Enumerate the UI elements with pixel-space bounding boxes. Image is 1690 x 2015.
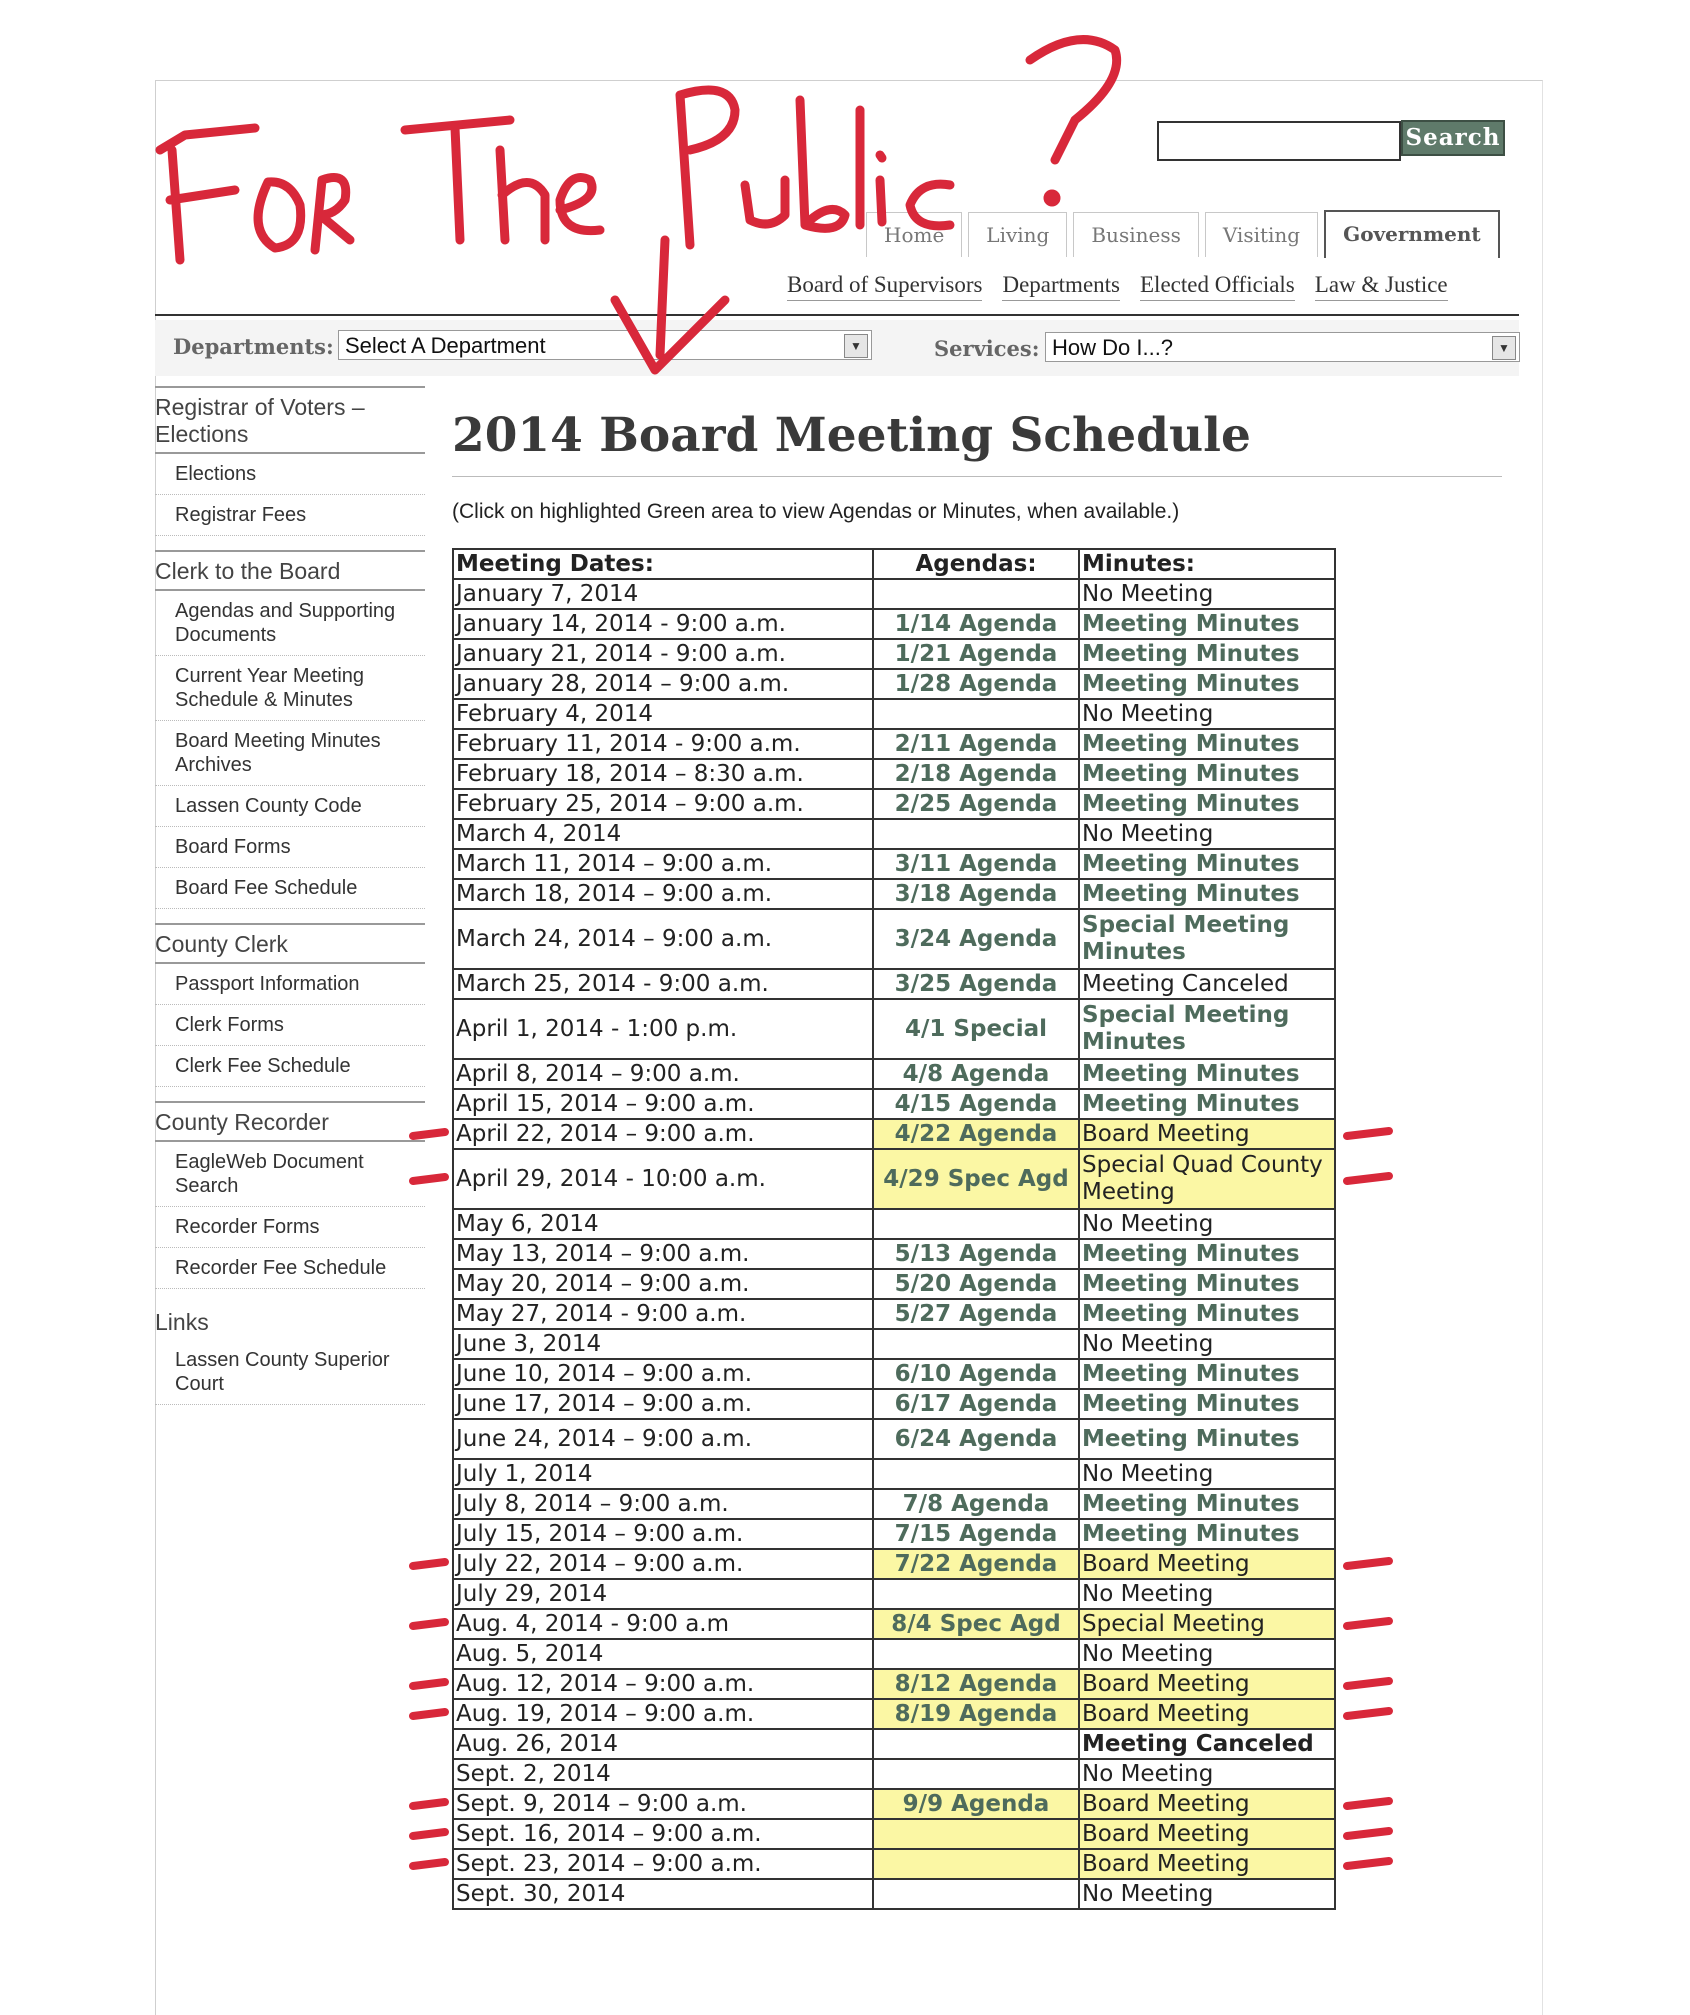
sidebar-item-registrar-fees[interactable]: Registrar Fees [155, 495, 425, 536]
agenda-link-cell[interactable]: 4/29 Spec Agd [873, 1149, 1079, 1209]
agenda-link-cell [873, 819, 1079, 849]
schedule-row [453, 1519, 1335, 1549]
meeting-date-cell: January 28, 2014 – 9:00 a.m. [453, 669, 873, 699]
meeting-date-cell: July 8, 2014 – 9:00 a.m. [453, 1489, 873, 1519]
minutes-link-cell[interactable]: Special Meeting Minutes [1079, 999, 1335, 1059]
departments-select-value: Select A Department [345, 333, 546, 358]
minutes-link-cell[interactable]: Meeting Minutes [1079, 1269, 1335, 1299]
meeting-date-cell: Sept. 2, 2014 [453, 1759, 873, 1789]
minutes-status-cell: Board Meeting [1079, 1549, 1335, 1579]
agenda-link-cell[interactable]: 3/24 Agenda [873, 909, 1079, 969]
meeting-date-cell: May 27, 2014 - 9:00 a.m. [453, 1299, 873, 1329]
agenda-link-cell[interactable]: 8/19 Agenda [873, 1699, 1079, 1729]
sidebar-item-minutes-archives[interactable]: Board Meeting Minutes Archives [155, 721, 425, 786]
agenda-link-cell [873, 699, 1079, 729]
agenda-link-cell[interactable]: 7/15 Agenda [873, 1519, 1079, 1549]
chevron-down-icon[interactable]: ▼ [844, 334, 868, 358]
schedule-row [453, 1609, 1335, 1639]
minutes-status-cell: No Meeting [1079, 1209, 1335, 1239]
agenda-link-cell[interactable]: 1/28 Agenda [873, 669, 1079, 699]
schedule-row [453, 1329, 1335, 1359]
minutes-link-cell[interactable]: Meeting Minutes [1079, 1299, 1335, 1329]
agenda-link-cell [873, 1329, 1079, 1359]
search-input[interactable] [1157, 121, 1401, 161]
tab-living[interactable]: Living [968, 212, 1067, 257]
tab-government[interactable]: Government [1324, 210, 1500, 258]
sidebar-item-current-schedule[interactable]: Current Year Meeting Schedule & Minutes [155, 656, 425, 721]
sidebar-item-passport[interactable]: Passport Information [155, 964, 425, 1005]
sidebar [155, 386, 425, 1405]
schedule-row [453, 789, 1335, 819]
schedule-row [453, 639, 1335, 669]
sidebar-section-county-recorder[interactable]: County Recorder [155, 1101, 425, 1142]
meeting-date-cell: Sept. 30, 2014 [453, 1879, 873, 1909]
meeting-date-cell: Sept. 9, 2014 – 9:00 a.m. [453, 1789, 873, 1819]
departments-label: Departments: [173, 334, 334, 359]
column-header-agendas: Agendas: [873, 549, 1079, 579]
schedule-row [453, 1699, 1335, 1729]
meeting-date-cell: March 18, 2014 – 9:00 a.m. [453, 879, 873, 909]
tab-home[interactable]: Home [866, 212, 962, 257]
meeting-date-cell: July 1, 2014 [453, 1459, 873, 1489]
schedule-row [453, 999, 1335, 1059]
schedule-row [453, 1879, 1335, 1909]
schedule-row [453, 729, 1335, 759]
agenda-link-cell[interactable]: 4/15 Agenda [873, 1089, 1079, 1119]
schedule-row [453, 1729, 1335, 1759]
minutes-status-cell: No Meeting [1079, 1759, 1335, 1789]
schedule-row [453, 1059, 1335, 1089]
schedule-row [453, 1489, 1335, 1519]
sidebar-item-county-code[interactable]: Lassen County Code [155, 786, 425, 827]
title-divider [452, 476, 1502, 477]
minutes-status-cell: Board Meeting [1079, 1789, 1335, 1819]
meeting-date-cell: April 1, 2014 - 1:00 p.m. [453, 999, 873, 1059]
minutes-status-cell: Special Quad County Meeting [1079, 1149, 1335, 1209]
sidebar-item-elections[interactable]: Elections [155, 454, 425, 495]
agenda-link-cell [873, 1209, 1079, 1239]
schedule-row [453, 1119, 1335, 1149]
services-label: Services: [934, 336, 1040, 361]
tab-visiting[interactable]: Visiting [1205, 212, 1318, 257]
minutes-link-cell[interactable]: Meeting Minutes [1079, 1239, 1335, 1269]
sidebar-item-eagleweb[interactable]: EagleWeb Document Search [155, 1142, 425, 1207]
minutes-link-cell[interactable]: Meeting Minutes [1079, 789, 1335, 819]
agenda-link-cell[interactable]: 5/20 Agenda [873, 1269, 1079, 1299]
sidebar-item-board-fee-schedule[interactable]: Board Fee Schedule [155, 868, 425, 909]
sidebar-item-board-forms[interactable]: Board Forms [155, 827, 425, 868]
meeting-date-cell: April 22, 2014 – 9:00 a.m. [453, 1119, 873, 1149]
meeting-date-cell: May 6, 2014 [453, 1209, 873, 1239]
meeting-date-cell: January 14, 2014 - 9:00 a.m. [453, 609, 873, 639]
meeting-date-cell: March 4, 2014 [453, 819, 873, 849]
tab-business[interactable]: Business [1073, 212, 1198, 257]
minutes-status-cell: Board Meeting [1079, 1819, 1335, 1849]
agenda-link-cell [873, 1879, 1079, 1909]
subnav-board-of-supervisors[interactable]: Board of Supervisors [787, 272, 982, 301]
column-header-dates: Meeting Dates: [453, 549, 873, 579]
schedule-row [453, 849, 1335, 879]
meeting-date-cell: February 18, 2014 – 8:30 a.m. [453, 759, 873, 789]
schedule-row [453, 1239, 1335, 1269]
meeting-date-cell: Sept. 16, 2014 – 9:00 a.m. [453, 1819, 873, 1849]
agenda-link-cell[interactable]: 5/13 Agenda [873, 1239, 1079, 1269]
government-subnav [787, 272, 1448, 301]
minutes-link-cell[interactable]: Meeting Minutes [1079, 729, 1335, 759]
meeting-date-cell: May 20, 2014 – 9:00 a.m. [453, 1269, 873, 1299]
agenda-link-cell [873, 1579, 1079, 1609]
schedule-row [453, 1579, 1335, 1609]
meeting-date-cell: June 17, 2014 – 9:00 a.m. [453, 1389, 873, 1419]
sidebar-section-registrar[interactable]: Registrar of Voters – Elections [155, 386, 425, 454]
agenda-link-cell [873, 1729, 1079, 1759]
minutes-link-cell[interactable]: Meeting Minutes [1079, 1089, 1335, 1119]
meeting-date-cell: June 24, 2014 – 9:00 a.m. [453, 1419, 873, 1459]
meeting-date-cell: Aug. 12, 2014 – 9:00 a.m. [453, 1669, 873, 1699]
schedule-row [453, 969, 1335, 999]
meeting-date-cell: July 22, 2014 – 9:00 a.m. [453, 1549, 873, 1579]
minutes-status-cell: Special Meeting [1079, 1609, 1335, 1639]
sidebar-item-clerk-forms[interactable]: Clerk Forms [155, 1005, 425, 1046]
subnav-elected-officials[interactable]: Elected Officials [1140, 272, 1295, 301]
meeting-date-cell: February 4, 2014 [453, 699, 873, 729]
schedule-row [453, 759, 1335, 789]
sidebar-section-links: Links [155, 1309, 209, 1335]
schedule-row [453, 579, 1335, 609]
agenda-link-cell[interactable]: 5/27 Agenda [873, 1299, 1079, 1329]
agenda-link-cell [873, 1759, 1079, 1789]
minutes-link-cell[interactable]: Meeting Minutes [1079, 609, 1335, 639]
meeting-date-cell: March 25, 2014 - 9:00 a.m. [453, 969, 873, 999]
departments-select[interactable] [338, 330, 872, 360]
minutes-link-cell[interactable]: Meeting Minutes [1079, 669, 1335, 699]
meeting-date-cell: February 11, 2014 - 9:00 a.m. [453, 729, 873, 759]
meeting-date-cell: Aug. 5, 2014 [453, 1639, 873, 1669]
agenda-link-cell [873, 1639, 1079, 1669]
column-header-minutes: Minutes: [1079, 549, 1335, 579]
agenda-link-cell [873, 1459, 1079, 1489]
search-button[interactable]: Search [1401, 120, 1505, 156]
minutes-status-cell: Meeting Canceled [1079, 969, 1335, 999]
agenda-link-cell[interactable]: 2/11 Agenda [873, 729, 1079, 759]
agenda-link-cell[interactable]: 4/1 Special [873, 999, 1079, 1059]
agenda-link-cell[interactable]: 3/11 Agenda [873, 849, 1079, 879]
agenda-link-cell[interactable]: 6/17 Agenda [873, 1389, 1079, 1419]
agenda-link-cell[interactable]: 8/12 Agenda [873, 1669, 1079, 1699]
schedule-body [453, 579, 1335, 1909]
chevron-down-icon[interactable]: ▼ [1492, 336, 1516, 360]
minutes-status-cell: Board Meeting [1079, 1119, 1335, 1149]
schedule-row [453, 1089, 1335, 1119]
minutes-link-cell[interactable]: Meeting Minutes [1079, 1519, 1335, 1549]
meeting-date-cell: February 25, 2014 – 9:00 a.m. [453, 789, 873, 819]
agenda-link-cell[interactable]: 6/24 Agenda [873, 1419, 1079, 1459]
minutes-status-cell: No Meeting [1079, 699, 1335, 729]
minutes-link-cell[interactable]: Meeting Minutes [1079, 1359, 1335, 1389]
schedule-row [453, 1789, 1335, 1819]
agenda-link-cell [873, 1849, 1079, 1879]
meeting-date-cell: April 29, 2014 - 10:00 a.m. [453, 1149, 873, 1209]
meeting-date-cell: June 10, 2014 – 9:00 a.m. [453, 1359, 873, 1389]
sidebar-item-superior-court[interactable]: Lassen County Superior Court [155, 1340, 425, 1405]
schedule-row [453, 1389, 1335, 1419]
meeting-date-cell: January 7, 2014 [453, 579, 873, 609]
agenda-link-cell[interactable]: 3/18 Agenda [873, 879, 1079, 909]
meeting-schedule-table [452, 548, 1336, 1910]
schedule-row [453, 1299, 1335, 1329]
meeting-date-cell: Sept. 23, 2014 – 9:00 a.m. [453, 1849, 873, 1879]
agenda-link-cell[interactable]: 1/14 Agenda [873, 609, 1079, 639]
agenda-link-cell[interactable]: 8/4 Spec Agd [873, 1609, 1079, 1639]
schedule-row [453, 1459, 1335, 1489]
services-select-value: How Do I...? [1052, 335, 1174, 360]
page-title: 2014 Board Meeting Schedule [452, 408, 1251, 463]
minutes-link-cell[interactable]: Meeting Minutes [1079, 879, 1335, 909]
meeting-date-cell: June 3, 2014 [453, 1329, 873, 1359]
meeting-date-cell: July 29, 2014 [453, 1579, 873, 1609]
meeting-date-cell: Aug. 4, 2014 - 9:00 a.m [453, 1609, 873, 1639]
minutes-link-cell[interactable]: Meeting Minutes [1079, 1389, 1335, 1419]
subnav-departments[interactable]: Departments [1002, 272, 1120, 301]
minutes-status-cell: No Meeting [1079, 819, 1335, 849]
schedule-row [453, 1149, 1335, 1209]
agenda-link-cell[interactable]: 4/8 Agenda [873, 1059, 1079, 1089]
meeting-date-cell: April 15, 2014 – 9:00 a.m. [453, 1089, 873, 1119]
schedule-row [453, 1819, 1335, 1849]
minutes-status-cell: No Meeting [1079, 579, 1335, 609]
sidebar-section-clerk-board[interactable]: Clerk to the Board [155, 550, 425, 591]
services-select[interactable] [1045, 332, 1520, 362]
agenda-link-cell [873, 579, 1079, 609]
subnav-law-justice[interactable]: Law & Justice [1315, 272, 1448, 301]
meeting-date-cell: March 24, 2014 – 9:00 a.m. [453, 909, 873, 969]
agenda-link-cell[interactable]: 1/21 Agenda [873, 639, 1079, 669]
minutes-link-cell[interactable]: Meeting Minutes [1079, 1489, 1335, 1519]
schedule-row [453, 1419, 1335, 1459]
schedule-row [453, 1209, 1335, 1239]
minutes-status-cell: Board Meeting [1079, 1669, 1335, 1699]
meeting-date-cell: May 13, 2014 – 9:00 a.m. [453, 1239, 873, 1269]
agenda-link-cell[interactable]: 7/8 Agenda [873, 1489, 1079, 1519]
meeting-date-cell: January 21, 2014 - 9:00 a.m. [453, 639, 873, 669]
schedule-row [453, 1549, 1335, 1579]
minutes-status-cell: Board Meeting [1079, 1849, 1335, 1879]
agenda-link-cell[interactable]: 3/25 Agenda [873, 969, 1079, 999]
sidebar-section-county-clerk[interactable]: County Clerk [155, 923, 425, 964]
agenda-link-cell[interactable]: 2/25 Agenda [873, 789, 1079, 819]
schedule-row [453, 1669, 1335, 1699]
schedule-row [453, 1639, 1335, 1669]
schedule-row [453, 1759, 1335, 1789]
meeting-date-cell: April 8, 2014 – 9:00 a.m. [453, 1059, 873, 1089]
schedule-row [453, 819, 1335, 849]
minutes-status-cell: No Meeting [1079, 1459, 1335, 1489]
agenda-link-cell[interactable]: 4/22 Agenda [873, 1119, 1079, 1149]
minutes-status-cell: Meeting Canceled [1079, 1729, 1335, 1759]
schedule-row [453, 879, 1335, 909]
schedule-row [453, 609, 1335, 639]
header-divider [155, 314, 1519, 316]
schedule-row [453, 669, 1335, 699]
agenda-link-cell [873, 1819, 1079, 1849]
sidebar-item-clerk-fee-schedule[interactable]: Clerk Fee Schedule [155, 1046, 425, 1087]
agenda-link-cell[interactable]: 6/10 Agenda [873, 1359, 1079, 1389]
minutes-link-cell[interactable]: Meeting Minutes [1079, 1419, 1335, 1459]
schedule-row [453, 1269, 1335, 1299]
minutes-link-cell[interactable]: Meeting Minutes [1079, 759, 1335, 789]
sidebar-item-recorder-fee-schedule[interactable]: Recorder Fee Schedule [155, 1248, 425, 1289]
meeting-date-cell: July 15, 2014 – 9:00 a.m. [453, 1519, 873, 1549]
minutes-status-cell: No Meeting [1079, 1579, 1335, 1609]
schedule-row [453, 1849, 1335, 1879]
minutes-link-cell[interactable]: Meeting Minutes [1079, 849, 1335, 879]
meeting-date-cell: Aug. 26, 2014 [453, 1729, 873, 1759]
minutes-status-cell: No Meeting [1079, 1879, 1335, 1909]
schedule-row [453, 909, 1335, 969]
agenda-link-cell[interactable]: 9/9 Agenda [873, 1789, 1079, 1819]
instructions-note: (Click on highlighted Green area to view Agendas or Minutes, when available.) [452, 500, 1180, 523]
schedule-row [453, 699, 1335, 729]
agenda-link-cell[interactable]: 2/18 Agenda [873, 759, 1079, 789]
minutes-link-cell[interactable]: Meeting Minutes [1079, 1059, 1335, 1089]
minutes-status-cell: Board Meeting [1079, 1699, 1335, 1729]
minutes-status-cell: No Meeting [1079, 1639, 1335, 1669]
schedule-row [453, 1359, 1335, 1389]
minutes-link-cell[interactable]: Meeting Minutes [1079, 639, 1335, 669]
main-nav-tabs [866, 212, 1506, 258]
meeting-date-cell: Aug. 19, 2014 – 9:00 a.m. [453, 1699, 873, 1729]
sidebar-item-agendas[interactable]: Agendas and Supporting Documents [155, 591, 425, 656]
meeting-date-cell: March 11, 2014 – 9:00 a.m. [453, 849, 873, 879]
minutes-link-cell[interactable]: Special Meeting Minutes [1079, 909, 1335, 969]
minutes-status-cell: No Meeting [1079, 1329, 1335, 1359]
sidebar-item-recorder-forms[interactable]: Recorder Forms [155, 1207, 425, 1248]
agenda-link-cell[interactable]: 7/22 Agenda [873, 1549, 1079, 1579]
